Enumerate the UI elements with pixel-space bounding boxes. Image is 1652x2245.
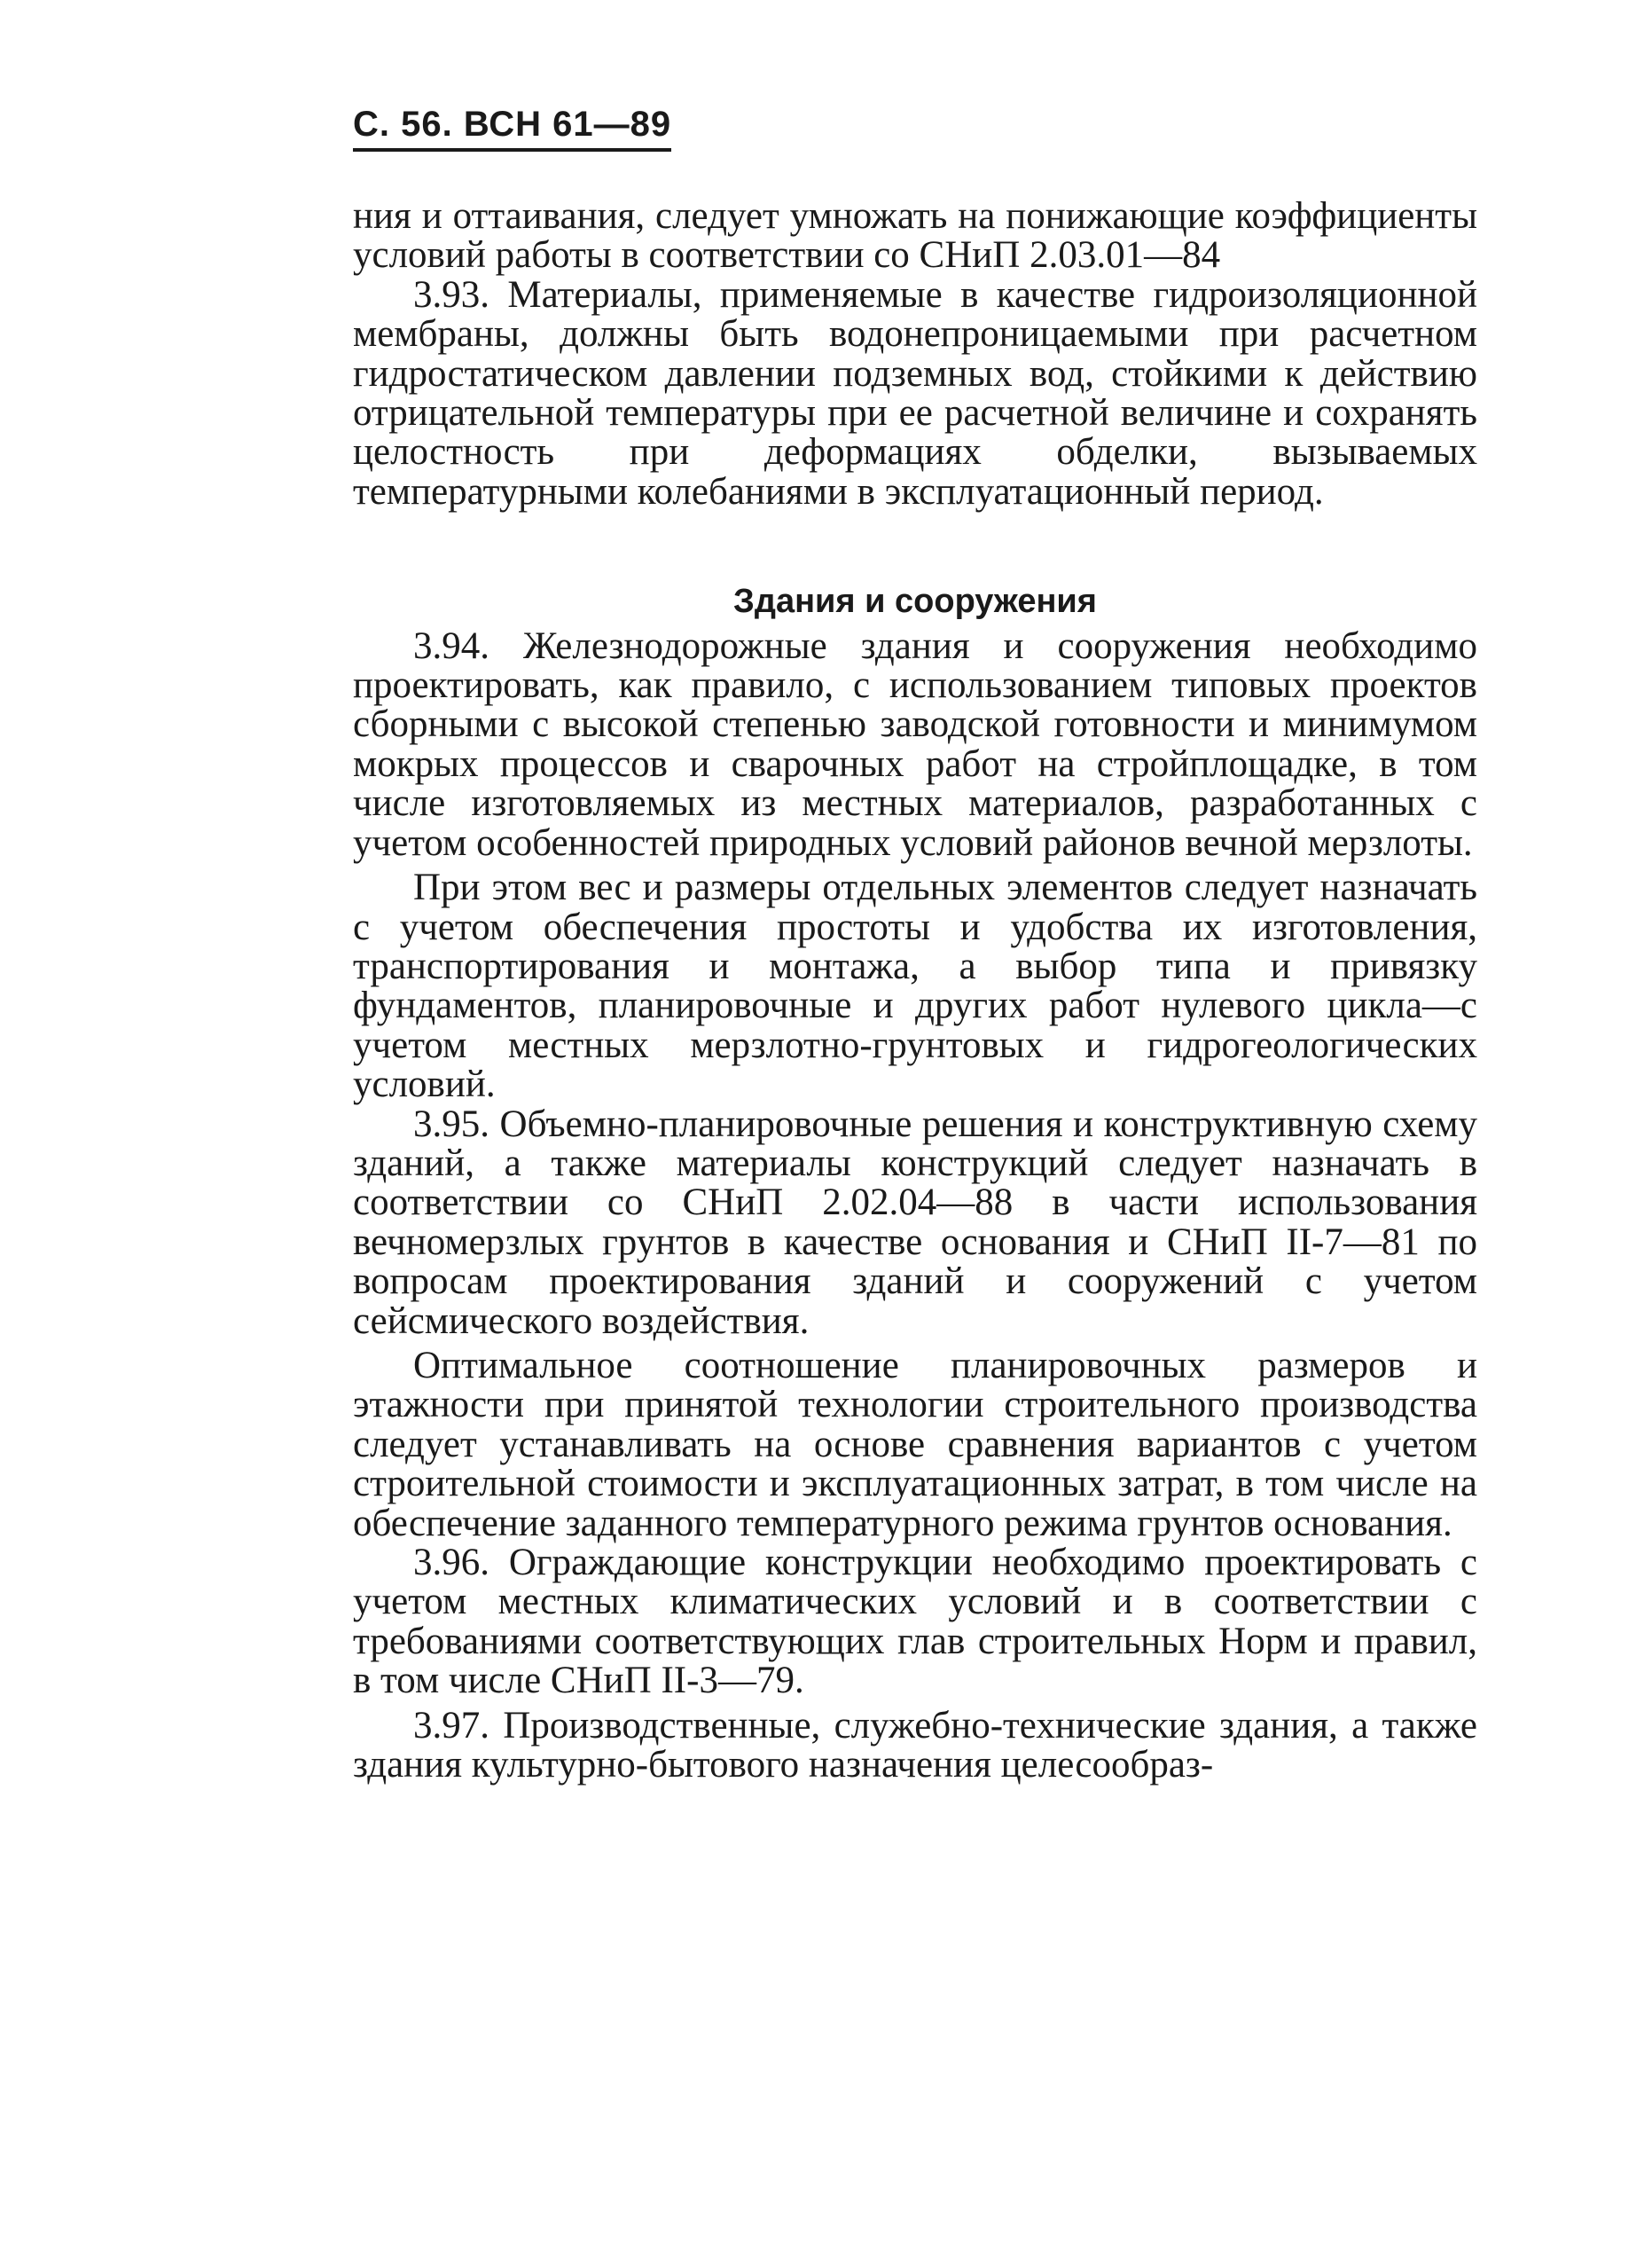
paragraph-3-94-cont: При этом вес и размеры отдельных элементов следует назначать с учетом обеспечения простоты и удобства их изготовления, транспортирования и монтажа, а выбор типа и привязку фундаментов, планировочные и других работ нулевого цикла—с учетом местных мерзлотно-грунтовых и гидрогеологических условий. <box>353 867 1477 1106</box>
paragraph-3-95-cont: Оптимальное соотношение планировочных размеров и этажности при принятой технологии строительного производства следует устанавливать на основе сравнения вариантов с учетом строительной стоимости и эксплуатационных затрат, в том числе на обеспечение заданного температурного режима грунтов основания. <box>353 1344 1477 1544</box>
paragraph-3-96: 3.96. Ограждающие конструкции необходимо проектировать с учетом местных климатических условий и в соответствии с требованиями соответствующих глав строительных Норм и правил, в том числе СНиП II-3—79. <box>353 1542 1477 1702</box>
paragraph-3-94: 3.94. Железнодорожные здания и сооружения необходимо проектировать, как правило, с использованием типовых проектов сборными с высокой степенью заводской готовности и минимумом мокрых процессов и сварочных работ на стройплощадке, в том числе изготовляемых из местных материалов, разработанных с учетом особенностей природных условий районов вечной мерзлоты. <box>353 624 1477 864</box>
paragraph-3-95: 3.95. Объемно-планировочные решения и конструктивную схему зданий, а также материалы конструкций следует назначать в соответствии со СНиП 2.02.04—88 в части использования вечномерзлых грунтов в качестве основания и СНиП II-7—81 по вопросам проектирования зданий и сооружений с учетом сейсмического воздействия. <box>353 1103 1477 1342</box>
paragraph-3-97: 3.97. Производственные, служебно-технические здания, а также здания культурно-бытового назначения целесообраз- <box>353 1704 1477 1786</box>
running-header: С. 56. ВСН 61—89 <box>353 105 671 152</box>
paragraph-continuation: ния и оттаивания, следует умножать на понижающие коэффициенты условий работы в соответствии со СНиП 2.03.01—84 <box>353 195 1477 277</box>
section-heading: Здания и сооружения <box>733 583 1097 621</box>
body-text <box>353 197 1477 1785</box>
paragraph-3-93: 3.93. Материалы, применяемые в качестве гидроизоляционной мембраны, должны быть водонепроницаемыми при расчетном гидростатическом давлении подземных вод, стойкими к действию отрицательной температуры при ее расчетной величине и сохранять целостность при деформациях обделки, вызываемых температурными колебаниями в эксплуатационный период. <box>353 273 1477 513</box>
